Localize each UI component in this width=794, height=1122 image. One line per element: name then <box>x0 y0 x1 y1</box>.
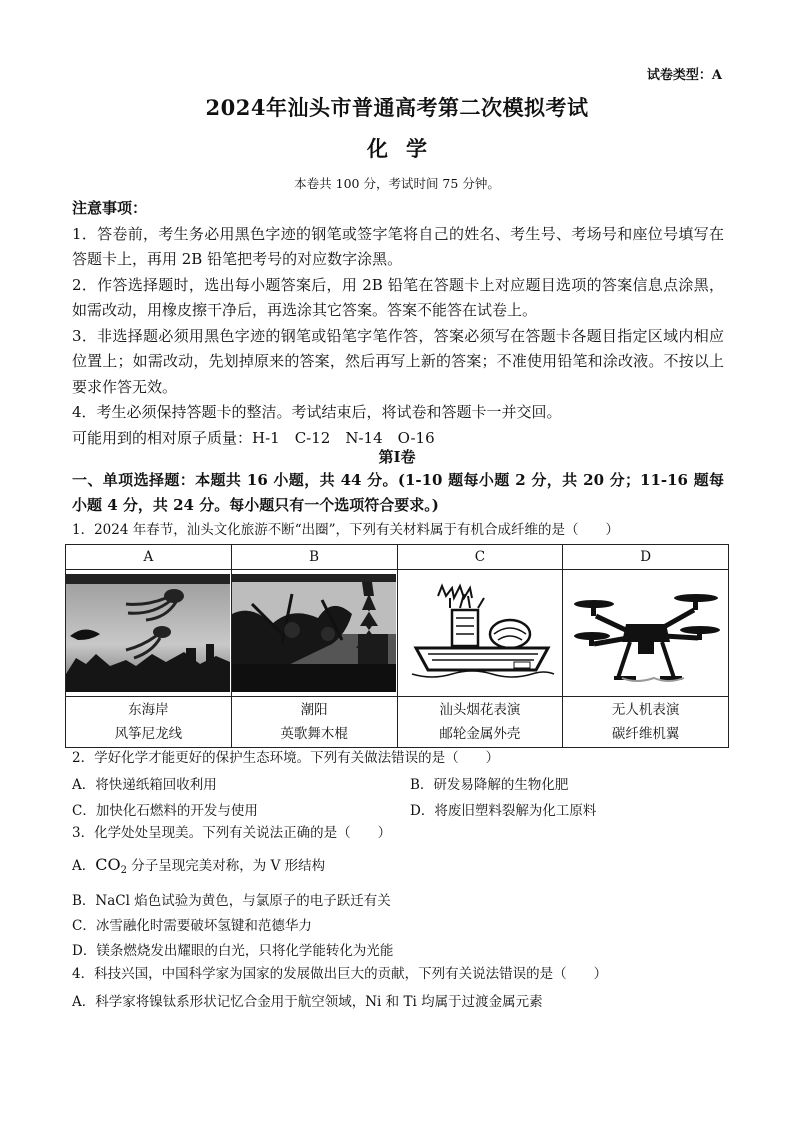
atomic-mass-line: 可能用到的相对原子质量：H-1 C-12 N-14 O-16 <box>72 428 435 447</box>
yingge-dance-pagoda-photo <box>232 574 396 692</box>
subject-title: 化学 <box>367 136 445 161</box>
col-b-line1: 潮阳 <box>300 702 328 718</box>
note-item-4: 4．考生必须保持答题卡的整洁。考试结束后，将试卷和答题卡一并交回。 <box>72 403 562 421</box>
col-a-image-cell <box>66 570 232 697</box>
exam-info: 本卷共 100 分，考试时间 75 分钟。 <box>294 176 500 191</box>
notes-heading: 注意事项： <box>72 199 148 217</box>
q3-option-d: D．镁条燃烧发出耀眼的白光，只将化学能转化为光能 <box>72 943 394 959</box>
col-b-caption <box>231 697 397 748</box>
notes-section <box>72 196 724 451</box>
section-heading: 一、单项选择题：本题共 16 小题，共 44 分。(1-10 题每小题 2 分，共 20 分；11-16 题每小题 4 分，共 24 分。每小题只有一个选项符合要求。) <box>72 471 724 514</box>
col-b-line2: 英歌舞木棍 <box>280 726 348 742</box>
q2-option-b: B．研发易降解的生物化肥 <box>410 777 569 793</box>
drone-drawing <box>564 574 728 692</box>
col-a-line1: 东海岸 <box>128 702 169 718</box>
q3-option-a-text: 分子呈现完美对称，为 V 形结构 <box>126 858 326 874</box>
q3-stem: 3．化学处处呈现美。下列有关说法正确的是（ ） <box>72 825 392 841</box>
col-d-line2: 碳纤维机翼 <box>611 726 680 742</box>
q3-option-a <box>72 854 325 876</box>
col-a-line2: 风筝尼龙线 <box>114 726 183 742</box>
col-d-caption <box>563 697 729 748</box>
note-item-3: 3．非选择题必须用黑色字迹的钢笔或铅笔字笔作答，答案必须写在答题卡各题目指定区域内相应位置上；如需改动，先划掉原来的答案，然后再写上新的答案；不准使用铅笔和涂改液。不按以上要求作答无效。 <box>72 326 724 396</box>
q2-stem: 2．学好化学才能更好的保护生态环境。下列有关做法错误的是（ ） <box>72 750 500 766</box>
col-c-image-cell <box>397 570 563 697</box>
q1-material-table <box>65 544 729 748</box>
col-d-image-cell <box>563 570 729 697</box>
q4-option-a: A．科学家将镍钛系形状记忆合金用于航空领域，Ni 和 Ti 均属于过渡金属元素 <box>72 994 543 1010</box>
exam-title: 2024年汕头市普通高考第二次模拟考试 <box>205 95 589 120</box>
q3-option-b: B．NaCl 焰色试验为黄色，与氯原子的电子跃迁有关 <box>72 893 391 909</box>
col-c-line1: 汕头烟花表演 <box>439 702 521 718</box>
q2-option-c: C．加快化石燃料的开发与使用 <box>72 803 258 819</box>
q3-option-a-prefix: A． <box>72 858 96 874</box>
col-c-letter: C <box>397 545 563 570</box>
col-c-caption <box>397 697 563 748</box>
paper-type: 试卷类型：A <box>646 68 722 83</box>
col-b-letter: B <box>231 545 397 570</box>
cruise-ship-fireworks-drawing <box>398 574 562 692</box>
co2-subscript: 2 <box>120 865 127 876</box>
note-item-2: 2．作答选择题时，选出每小题答案后，用 2B 铅笔在答题卡上对应题目选项的答案信息点涂黑，如需改动，用橡皮擦干净后，再选涂其它答案。答案不能答在试卷上。 <box>72 275 724 319</box>
q2-option-a: A．将快递纸箱回收利用 <box>72 777 217 793</box>
q1-stem: 1．2024 年春节，汕头文化旅游不断“出圈”，下列有关材料属于有机合成纤维的是（ ） <box>72 522 620 538</box>
part-heading: 第Ⅰ卷 <box>378 448 416 466</box>
col-d-letter: D <box>563 545 729 570</box>
col-b-image-cell <box>231 570 397 697</box>
q2-option-d: D．将废旧塑料裂解为化工原料 <box>410 803 597 819</box>
q3-option-c: C．冰雪融化时需要破坏氢键和范德华力 <box>72 918 312 934</box>
q4-stem: 4．科技兴国，中国科学家为国家的发展做出巨大的贡献，下列有关说法错误的是（ ） <box>72 966 608 982</box>
col-a-caption <box>66 697 232 748</box>
note-item-1: 1．答卷前，考生务必用黑色字迹的钢笔或签字笔将自己的姓名、考生号、考场号和座位号填写在答题卡上，再用 2B 铅笔把考号的对应数字涂黑。 <box>72 224 724 268</box>
co2-formula: CO <box>95 855 121 874</box>
col-c-line2: 邮轮金属外壳 <box>439 726 521 742</box>
col-d-line1: 无人机表演 <box>611 702 680 718</box>
col-a-letter: A <box>66 545 232 570</box>
kite-ocean-photo <box>66 574 230 692</box>
